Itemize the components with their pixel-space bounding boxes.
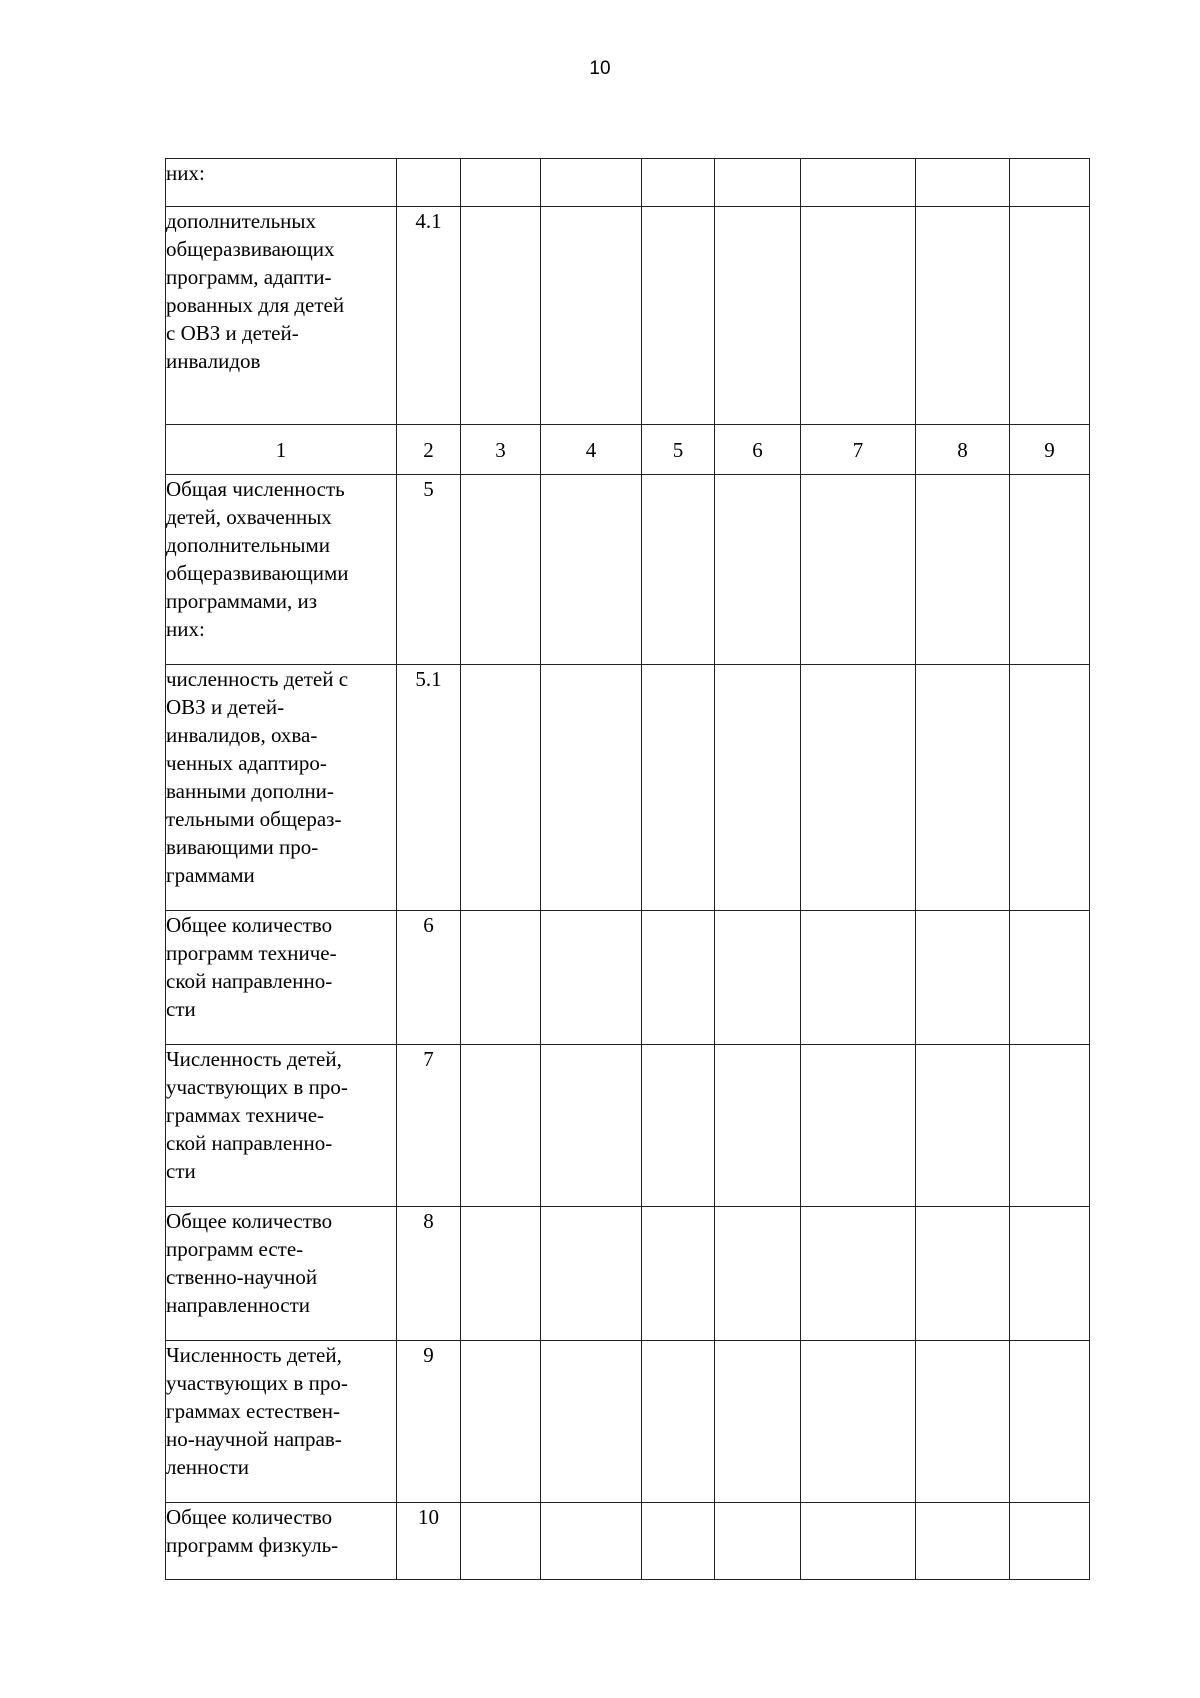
table-row [166, 911, 1090, 1045]
empty-cell [715, 159, 801, 207]
row-label-line: ственно-научной [166, 1265, 318, 1289]
row-label-line: сти [166, 1159, 196, 1183]
row-label-line: граммами [166, 863, 255, 887]
empty-cell [642, 1045, 715, 1207]
empty-cell [715, 1045, 801, 1207]
row-label [166, 159, 397, 207]
column-number-cell: 1 [166, 425, 397, 475]
column-number-cell: 2 [397, 425, 461, 475]
empty-cell [801, 1503, 916, 1580]
empty-cell [541, 1503, 642, 1580]
empty-cell [715, 475, 801, 665]
empty-cell [642, 1207, 715, 1341]
empty-cell [715, 911, 801, 1045]
table-row [166, 207, 1090, 425]
empty-cell [916, 911, 1010, 1045]
row-label-line: рованных для детей [166, 293, 345, 317]
empty-cell [461, 1207, 541, 1341]
row-label-line: программами, из [166, 589, 317, 613]
row-label-line: с ОВЗ и детей- [166, 321, 299, 345]
row-label [166, 911, 397, 1045]
row-label-line: программ, адапти- [166, 265, 332, 289]
row-label-line: направленности [166, 1293, 311, 1317]
row-label-line: Общая численность [166, 477, 345, 501]
row-label-line: вивающими про- [166, 835, 319, 859]
row-label-line: участвующих в про- [166, 1371, 348, 1395]
row-code: 6 [397, 911, 461, 1045]
table-row [166, 1503, 1090, 1580]
empty-cell [461, 911, 541, 1045]
row-label-line: них: [166, 617, 205, 641]
empty-cell [541, 1341, 642, 1503]
row-label-line: инвалидов [166, 349, 261, 373]
empty-cell [801, 665, 916, 911]
empty-cell [642, 911, 715, 1045]
row-label-line: ванными дополни- [166, 779, 334, 803]
empty-cell [461, 207, 541, 425]
table-row [166, 159, 1090, 207]
empty-cell [541, 1045, 642, 1207]
empty-cell [1010, 1045, 1090, 1207]
row-label [166, 1503, 397, 1580]
column-number-cell: 3 [461, 425, 541, 475]
row-label-line: инвалидов, охва- [166, 723, 318, 747]
column-number-row [166, 425, 1090, 475]
row-label-line: численность детей с [166, 667, 349, 691]
empty-cell [541, 911, 642, 1045]
row-label [166, 207, 397, 425]
column-number-cell: 6 [715, 425, 801, 475]
row-code: 5.1 [397, 665, 461, 911]
empty-cell [461, 1045, 541, 1207]
empty-cell [715, 1341, 801, 1503]
row-label-line: общеразвивающих [166, 237, 335, 261]
row-label [166, 1045, 397, 1207]
empty-cell [916, 1341, 1010, 1503]
empty-cell [1010, 665, 1090, 911]
row-label-line: ОВЗ и детей- [166, 695, 285, 719]
empty-cell [916, 1045, 1010, 1207]
table-row [166, 1341, 1090, 1503]
empty-cell [642, 1503, 715, 1580]
empty-cell [801, 1045, 916, 1207]
empty-cell [541, 207, 642, 425]
empty-cell [642, 665, 715, 911]
empty-cell [916, 207, 1010, 425]
row-label-line: ской направленно- [166, 1131, 333, 1155]
row-label-line: Общее количество [166, 913, 333, 937]
row-label-line: граммах техниче- [166, 1103, 325, 1127]
row-label-line: сти [166, 997, 196, 1021]
row-label-line: ленности [166, 1455, 250, 1479]
empty-cell [801, 475, 916, 665]
empty-cell [1010, 207, 1090, 425]
empty-cell [1010, 1207, 1090, 1341]
empty-cell [801, 1341, 916, 1503]
column-number-cell: 4 [541, 425, 642, 475]
column-number-cell: 7 [801, 425, 916, 475]
page-number: 10 [589, 58, 611, 79]
row-label-line: дополнительных [166, 209, 317, 233]
row-label-line: детей, охваченных [166, 505, 332, 529]
empty-cell [642, 1341, 715, 1503]
empty-cell [715, 1207, 801, 1341]
empty-cell [461, 159, 541, 207]
row-code [397, 159, 461, 207]
row-label-line: дополнительными [166, 533, 331, 557]
empty-cell [461, 665, 541, 911]
empty-cell [715, 1503, 801, 1580]
row-label-line: программ физкуль- [166, 1533, 339, 1557]
empty-cell [916, 159, 1010, 207]
row-label-line: Численность детей, [166, 1343, 342, 1367]
empty-cell [1010, 159, 1090, 207]
row-label-line: общеразвивающими [166, 561, 349, 585]
row-label [166, 475, 397, 665]
empty-cell [715, 207, 801, 425]
row-label [166, 1341, 397, 1503]
column-number-cell: 8 [916, 425, 1010, 475]
empty-cell [461, 1341, 541, 1503]
row-code: 10 [397, 1503, 461, 1580]
table-row [166, 1045, 1090, 1207]
row-code: 4.1 [397, 207, 461, 425]
row-label-line: ской направленно- [166, 969, 333, 993]
empty-cell [916, 1503, 1010, 1580]
empty-cell [541, 159, 642, 207]
table-row [166, 665, 1090, 911]
empty-cell [715, 665, 801, 911]
row-label-line: Общее количество [166, 1209, 333, 1233]
row-label [166, 1207, 397, 1341]
row-code: 9 [397, 1341, 461, 1503]
row-label-line: ченных адаптиро- [166, 751, 327, 775]
empty-cell [1010, 1341, 1090, 1503]
empty-cell [642, 207, 715, 425]
row-label-line: но-научной направ- [166, 1427, 342, 1451]
empty-cell [541, 665, 642, 911]
row-code: 8 [397, 1207, 461, 1341]
empty-cell [801, 911, 916, 1045]
empty-cell [916, 1207, 1010, 1341]
row-label-line: Общее количество [166, 1505, 333, 1529]
row-label-line: Численность детей, [166, 1047, 342, 1071]
statistics-table [165, 158, 1090, 1580]
empty-cell [461, 1503, 541, 1580]
row-code: 7 [397, 1045, 461, 1207]
empty-cell [642, 475, 715, 665]
row-code: 5 [397, 475, 461, 665]
empty-cell [541, 475, 642, 665]
row-label-line: программ есте- [166, 1237, 304, 1261]
empty-cell [916, 665, 1010, 911]
row-label-line: программ техниче- [166, 941, 337, 965]
empty-cell [801, 1207, 916, 1341]
empty-cell [916, 475, 1010, 665]
empty-cell [1010, 1503, 1090, 1580]
empty-cell [1010, 475, 1090, 665]
row-label-line: тельными общераз- [166, 807, 342, 831]
row-label-line: них: [166, 161, 205, 185]
row-label [166, 665, 397, 911]
empty-cell [541, 1207, 642, 1341]
empty-cell [461, 475, 541, 665]
empty-cell [642, 159, 715, 207]
column-number-cell: 5 [642, 425, 715, 475]
table-row [166, 1207, 1090, 1341]
empty-cell [801, 159, 916, 207]
column-number-cell: 9 [1010, 425, 1090, 475]
empty-cell [1010, 911, 1090, 1045]
row-label-line: граммах естествен- [166, 1399, 340, 1423]
row-label-line: участвующих в про- [166, 1075, 348, 1099]
empty-cell [801, 207, 916, 425]
table-row [166, 475, 1090, 665]
